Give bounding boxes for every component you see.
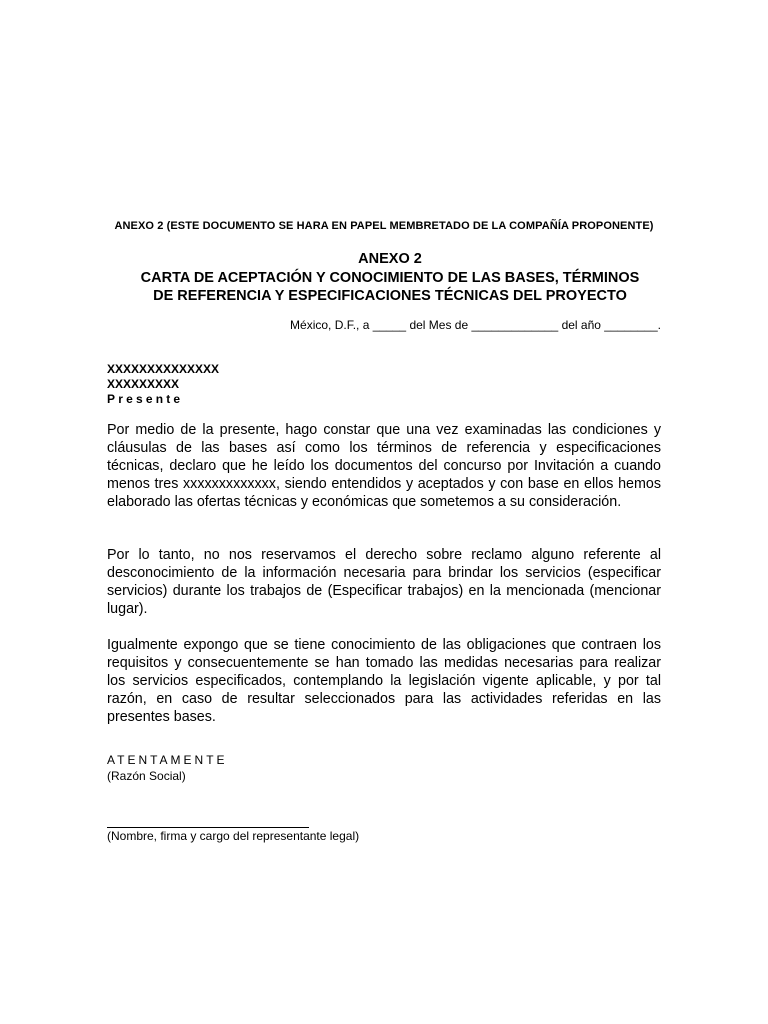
addressee-presente: Presente <box>107 392 184 406</box>
addressee-block <box>107 362 219 407</box>
date-line: México, D.F., a _____ del Mes de _____________ del año ________. <box>290 318 661 332</box>
razon-social-label: (Razón Social) <box>107 769 186 783</box>
document-title <box>60 250 720 306</box>
title-line-3: DE REFERENCIA Y ESPECIFICACIONES TÉCNICAS DEL PROYECTO <box>153 288 627 304</box>
letterhead-note: ANEXO 2 (ESTE DOCUMENTO SE HARA EN PAPEL MEMBRETADO DE LA COMPAÑÍA PROPONENTE) <box>114 220 654 232</box>
addressee-name: XXXXXXXXXXXXXX <box>107 362 220 376</box>
signature-line <box>107 827 309 828</box>
title-line-2: CARTA DE ACEPTACIÓN Y CONOCIMIENTO DE LAS BASES, TÉRMINOS <box>140 269 640 286</box>
body-paragraph-1: Por medio de la presente, hago constar que una vez examinadas las condiciones y cláusulas de las bases así como los términos de referencia y especificaciones técnicas, declaro que he leído los documentos del concurso por Invitación a cuando menos tres xxxxxxxxxxxxx, siendo entendidos y aceptados y con base en ellos hemos elaborado las ofertas técnicas y económicas que sometemos a su consideración. <box>107 422 661 510</box>
closing-atentamente: ATENTAMENTE <box>107 753 228 767</box>
title-line-annex: ANEXO 2 <box>358 251 422 267</box>
body-paragraph-3: Igualmente expongo que se tiene conocimiento de las obligaciones que contraen los requisitos y consecuentemente se han tomado las medidas necesarias para realizar los servicios especificados, contemplando la legislación vigente aplicable, y por tal razón, en caso de resultar seleccionados para las actividades referidas en las presentes bases. <box>107 637 661 725</box>
signature-caption: (Nombre, firma y cargo del representante legal) <box>107 829 360 843</box>
body-paragraph-2: Por lo tanto, no nos reservamos el derecho sobre reclamo alguno referente al desconocimiento de la información necesaria para brindar los servicios (especificar servicios) durante los trabajos de (Especificar trabajos) en la mencionada (mencionar lugar). <box>107 547 661 617</box>
addressee-title: XXXXXXXXX <box>107 377 180 391</box>
